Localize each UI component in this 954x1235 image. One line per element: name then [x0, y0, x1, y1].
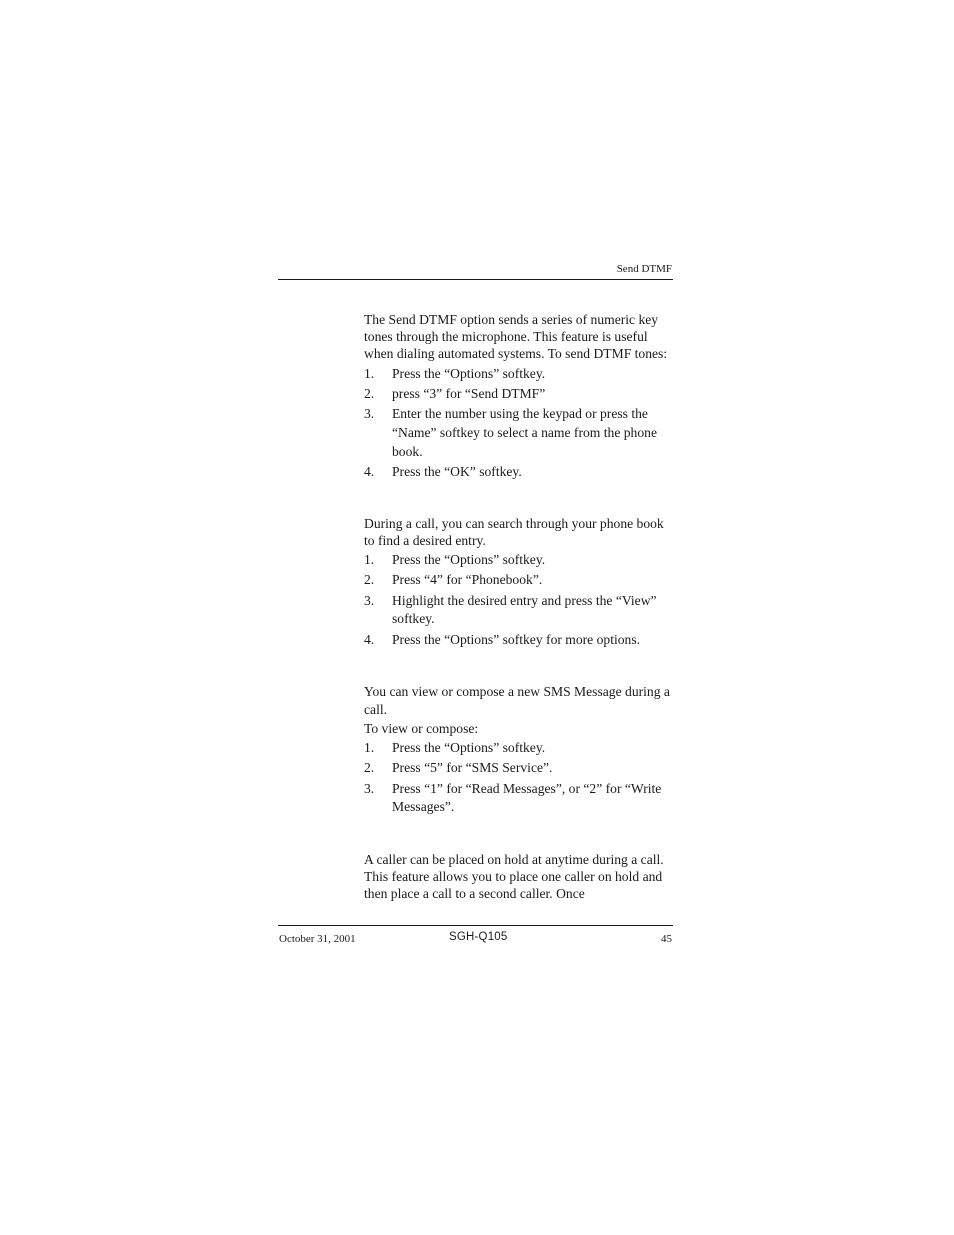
section-phonebook	[364, 515, 674, 650]
step-text: Press “5” for “SMS Service”.	[392, 760, 553, 776]
step-text: Press “4” for “Phonebook”.	[392, 572, 543, 588]
step-text: press “3” for “Send DTMF”	[392, 386, 546, 401]
step-number: 3.	[364, 780, 375, 796]
step-text: Enter the number using the keypad or press the “Name” softkey to select a name from the phone book.	[392, 406, 657, 459]
list-item	[364, 780, 674, 817]
paragraph: You can view or compose a new SMS Message during a call.	[364, 684, 670, 717]
step-list	[364, 739, 674, 817]
step-text: Press the “Options” softkey.	[392, 551, 546, 567]
section-sms	[364, 683, 674, 817]
step-number: 2.	[364, 572, 375, 588]
step-text: Press the “Options” softkey for more options.	[392, 631, 641, 647]
list-item	[364, 365, 674, 384]
list-item	[364, 759, 674, 778]
list-item	[364, 385, 674, 404]
step-number: 1.	[364, 739, 375, 755]
step-number: 3.	[364, 592, 375, 608]
header-rule	[278, 279, 673, 280]
step-number: 4.	[364, 463, 375, 479]
step-text: Press the “Options” softkey.	[392, 365, 546, 381]
step-list	[364, 551, 674, 649]
step-number: 2.	[364, 386, 375, 401]
paragraph: To view or compose:	[364, 720, 479, 736]
step-number: 2.	[364, 760, 375, 776]
list-item	[364, 405, 674, 461]
footer-model: SGH-Q105	[449, 931, 508, 943]
page-number: 45	[661, 933, 672, 945]
step-number: 4.	[364, 631, 375, 647]
footer-date: October 31, 2001	[279, 933, 356, 945]
list-item	[364, 551, 674, 570]
step-text: Press “1” for “Read Messages”, or “2” for “Write Messages”.	[392, 780, 662, 815]
step-number: 3.	[364, 406, 375, 422]
body-text	[364, 311, 674, 903]
paragraph: The Send DTMF option sends a series of numeric key tones through the microphone. This feature is useful when dialing automated systems. To send DTMF tones:	[364, 312, 668, 362]
step-text: Press the “OK” softkey.	[392, 463, 522, 479]
paragraph: A caller can be placed on hold at anytime during a call. This feature allows you to place one caller on hold and then place a call to a second caller. Once	[364, 851, 664, 902]
list-item	[364, 592, 674, 629]
list-item	[364, 463, 674, 482]
step-number: 1.	[364, 551, 375, 567]
footer-rule	[278, 925, 673, 926]
section-send-dtmf	[364, 311, 674, 482]
step-text: Highlight the desired entry and press the “View” softkey.	[392, 592, 657, 627]
step-list	[364, 365, 674, 482]
list-item	[364, 631, 674, 650]
step-text: Press the “Options” softkey.	[392, 739, 546, 755]
list-item	[364, 571, 674, 590]
section-hold	[364, 851, 674, 903]
running-head: Send DTMF	[616, 263, 672, 275]
paragraph: During a call, you can search through your phone book to find a desired entry.	[364, 515, 664, 548]
step-number: 1.	[364, 365, 375, 381]
list-item	[364, 739, 674, 758]
